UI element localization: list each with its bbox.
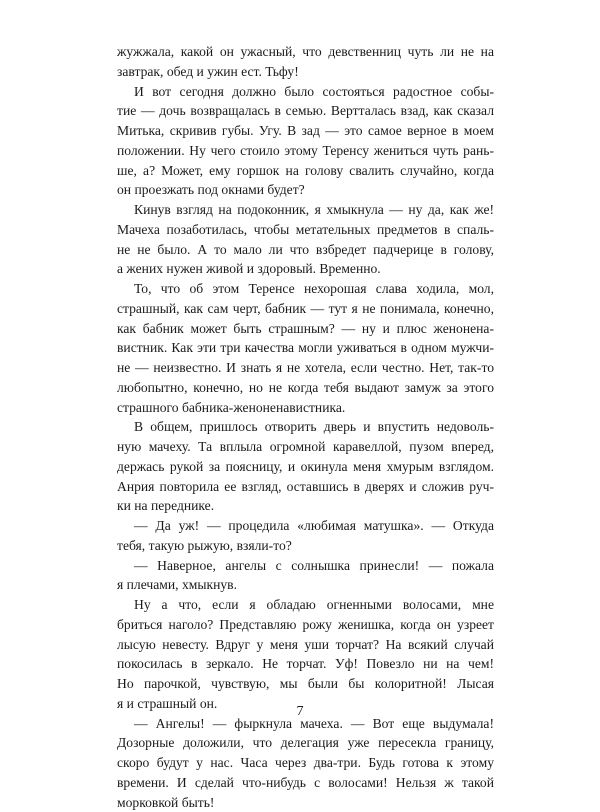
text-line: Кинув взгляд на подоконник, я хмыкнула — ну да, как же! (117, 200, 494, 220)
text-line: страшный, как сам черт, бабник — тут я не понимала, конечно, (117, 299, 494, 319)
text-line: ную мачеху. Та вплыла огромной каравеллой, пузом вперед, (117, 437, 494, 457)
text-line: лысую невесту. Вдруг у меня уши торчат? На всякий случай (117, 635, 494, 655)
text-line: покосилась в зеркало. Не торчат. Уф! Повезло ни на чем! (117, 654, 494, 674)
text-line: бриться наголо? Представляю рожу женишка, когда он узреет (117, 615, 494, 635)
text-line: То, что об этом Теренсе нехорошая слава ходила, мол, (117, 279, 494, 299)
text-line: Анрия повторила ее взгляд, оставшись в дверях и сложив руч- (117, 477, 494, 497)
text-line: не не было. А то мало ли что взбредет падчерице в голову, (117, 240, 494, 260)
text-line: я и страшный он. (117, 694, 494, 714)
page-number: 7 (0, 704, 600, 720)
text-line: времени. И сделай что-нибудь с волосами! Нельзя ж такой (117, 773, 494, 793)
text-line: — Да уж! — процедила «любимая матушка». — Откуда (117, 516, 494, 536)
text-line: В общем, пришлось отворить дверь и впустить недоволь- (117, 417, 494, 437)
text-line: ки на переднике. (117, 496, 494, 516)
text-line: страшного бабника-женоненавистника. (117, 398, 494, 418)
text-line: а жених нужен живой и здоровый. Временно. (117, 259, 494, 279)
text-line: не — неизвестно. И знать я не хотела, если честно. Нет, так-то (117, 358, 494, 378)
text-line: Мачеха позаботилась, чтобы метательных предметов в спаль- (117, 220, 494, 240)
text-line: любопытно, конечно, но не когда тебя выдают замуж за этого (117, 378, 494, 398)
text-line: держась рукой за поясницу, и окинула меня хмурым взглядом. (117, 457, 494, 477)
text-line: И вот сегодня должно было состояться радостное собы- (117, 82, 494, 102)
text-line: как бабник может быть страшным? — ну и плюс женоненa- (117, 319, 494, 339)
text-line: — Наверное, ангелы с солнышка принесли! — пожала (117, 556, 494, 576)
text-line: я плечами, хмыкнув. (117, 575, 494, 595)
text-line: вистник. Как эти три качества могли уживаться в одном мужчи- (117, 338, 494, 358)
text-line: он проезжать под окнами будет? (117, 180, 494, 200)
text-line: морковкой быть! (117, 793, 494, 812)
text-line: тие — дочь возвращалась в семью. Вертталась взад, как сказал (117, 101, 494, 121)
text-line: Но парочкой, чувствую, мы были бы колоритной! Лысая (117, 674, 494, 694)
body-text (117, 42, 494, 812)
text-line: скоро будут у нас. Часа через два-три. Будь готова к этому (117, 753, 494, 773)
text-line: завтрак, обед и ужин ест. Тьфу! (117, 62, 494, 82)
text-line: Ну а что, если я обладаю огненными волосами, мне (117, 595, 494, 615)
text-line: ше, а? Может, ему горшок на голову свалить случайно, когда (117, 161, 494, 181)
text-line: — Ангелы! — фыркнула мачеха. — Вот еще выдумала! (117, 714, 494, 734)
text-line: Митька, скривив губы. Угу. В зад — это самое верное в моем (117, 121, 494, 141)
text-line: положении. Ну чего стоило этому Теренсу жениться чуть рань- (117, 141, 494, 161)
text-line: Дозорные доложили, что делегация уже пересекла границу, (117, 733, 494, 753)
text-line: жужжала, какой он ужасный, что девственниц чуть ли не на (117, 42, 494, 62)
text-line: тебя, такую рыжую, взяли-то? (117, 536, 494, 556)
